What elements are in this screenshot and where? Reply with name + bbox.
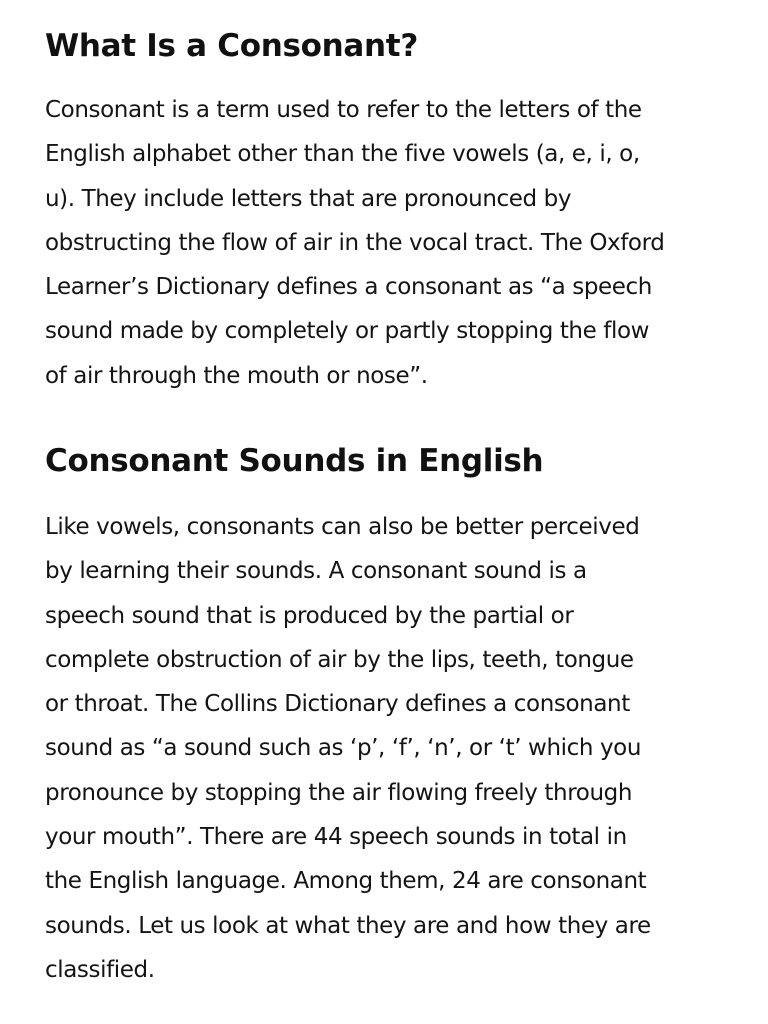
paragraph-line: Consonant is a term used to refer to the letters of the [45,97,642,123]
heading-consonant-sounds-in-english: Consonant Sounds in English [45,443,544,479]
paragraph-line: by learning their sounds. A consonant sound is a [45,558,587,585]
paragraph-line: Learner’s Dictionary defines a consonant as “a speech [45,274,652,301]
paragraph-line: Like vowels, consonants can also be better perceived [45,514,640,540]
paragraph-line: of air through the mouth or nose”. [45,362,428,389]
paragraph-line: or throat. The Collins Dictionary defines a consonant [45,691,630,718]
paragraph-line: pronounce by stopping the air flowing freely through [45,779,632,806]
paragraph-consonant-sounds [45,505,651,992]
paragraph-line: classified. [45,956,155,983]
paragraph-line: sounds. Let us look at what they are and how they are [45,912,651,939]
paragraph-line: speech sound that is produced by the partial or [45,602,574,629]
paragraph-line: sound made by completely or partly stopping the flow [45,318,650,345]
paragraph-line: u). They include letters that are pronounced by [45,185,572,212]
paragraph-line: the English language. Among them, 24 are consonant [45,868,647,895]
paragraph-line: obstructing the flow of air in the vocal tract. The Oxford [45,229,665,256]
paragraph-line: sound as “a sound such as ‘p’, ‘f’, ‘n’, or ‘t’ which you [45,735,641,762]
paragraph-consonant-definition [45,88,664,398]
paragraph-line: complete obstruction of air by the lips, teeth, tongue [45,646,634,673]
paragraph-line: English alphabet other than the five vowels (a, e, i, o, [45,141,640,168]
paragraph-line: your mouth”. There are 44 speech sounds in total in [45,824,627,851]
heading-what-is-a-consonant: What Is a Consonant? [45,28,419,64]
